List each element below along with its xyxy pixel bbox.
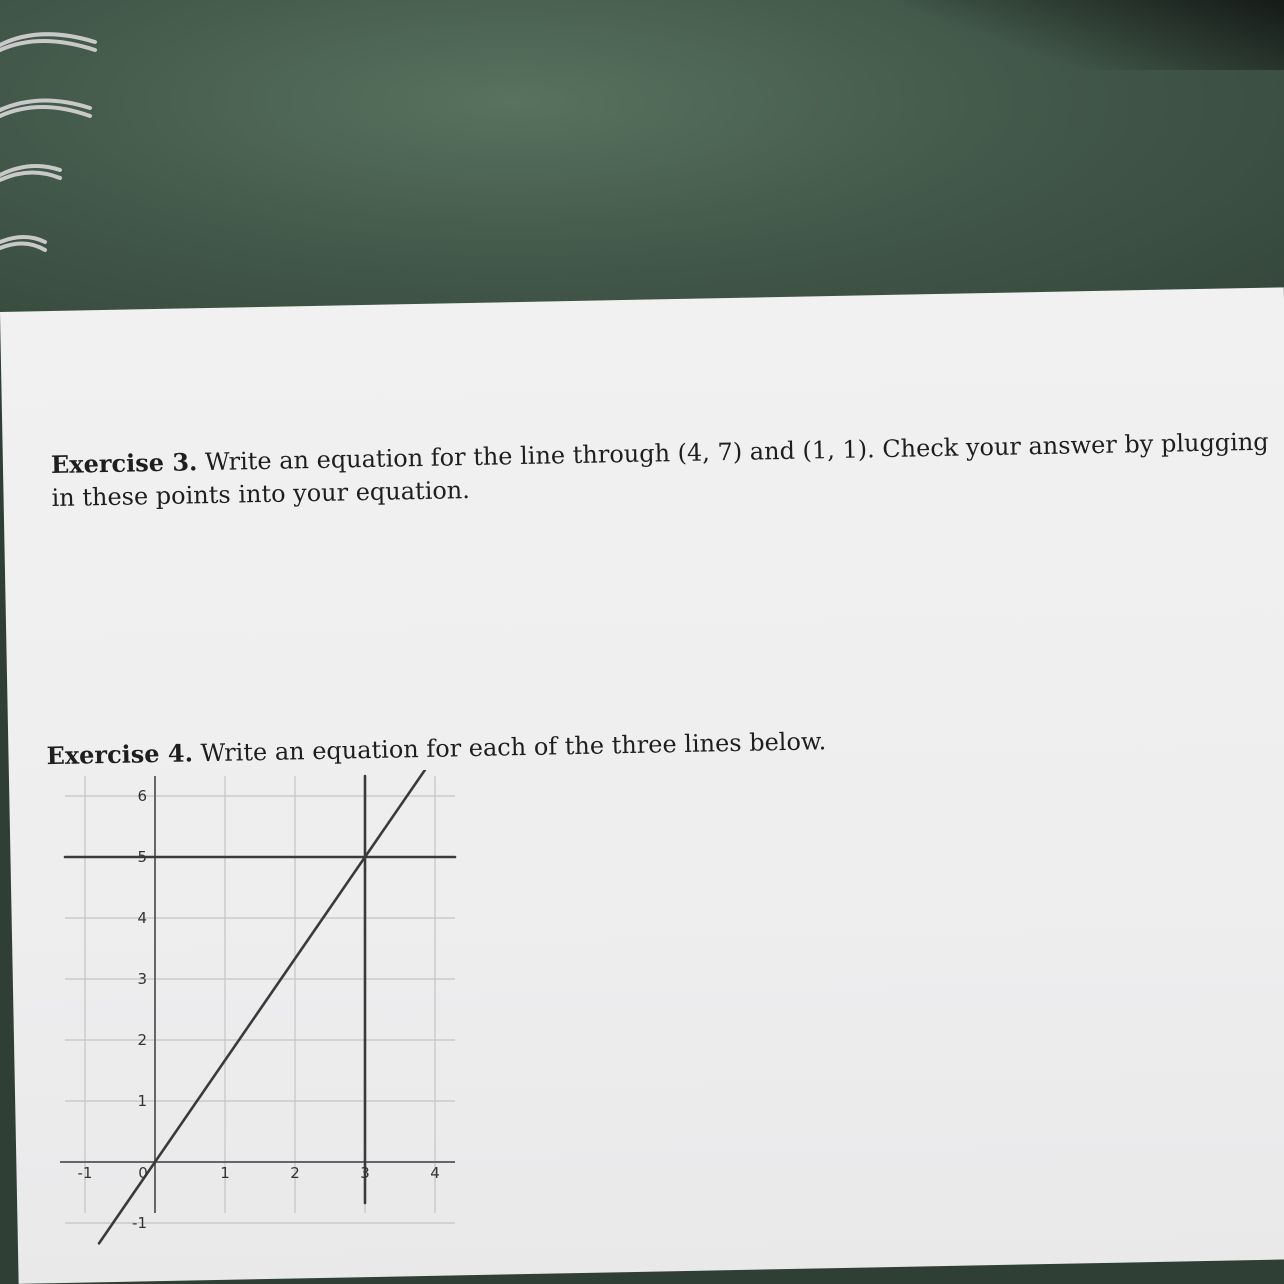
x-tick-label: 4 xyxy=(430,1164,440,1182)
x-tick-label: 2 xyxy=(290,1164,300,1182)
exercise-3 xyxy=(51,425,1272,515)
shadow xyxy=(904,0,1284,70)
y-tick-label: 3 xyxy=(137,970,147,988)
x-tick-label: -1 xyxy=(77,1164,93,1182)
y-tick-label: 2 xyxy=(137,1031,147,1049)
exercise-3-label: Exercise 3. xyxy=(50,447,198,480)
exercise-4 xyxy=(46,722,946,773)
grid xyxy=(65,776,455,1223)
y-tick-label: 6 xyxy=(137,787,147,805)
x-tick-label: 1 xyxy=(220,1164,230,1182)
plot-line-slanted xyxy=(99,770,435,1243)
y-tick-label: 5 xyxy=(137,848,147,866)
plot-lines xyxy=(65,770,455,1243)
spiral-binding xyxy=(0,20,110,280)
exercise-4-text: Write an equation for each of the three lines below. xyxy=(200,727,827,768)
axes xyxy=(60,776,455,1213)
y-tick-label: 4 xyxy=(137,909,147,927)
x-tick-label: 3 xyxy=(360,1164,370,1182)
y-tick-label: 1 xyxy=(137,1092,147,1110)
y-tick-label: -1 xyxy=(132,1214,147,1232)
exercise-3-text: Write an equation for the line through (4, 7) and (1, 1). Check your answer by plugging in these points into your equation. xyxy=(51,427,1269,513)
exercise-4-label: Exercise 4. xyxy=(46,738,194,771)
coordinate-graph xyxy=(60,770,480,1270)
x-tick-label: 0 xyxy=(138,1164,148,1182)
